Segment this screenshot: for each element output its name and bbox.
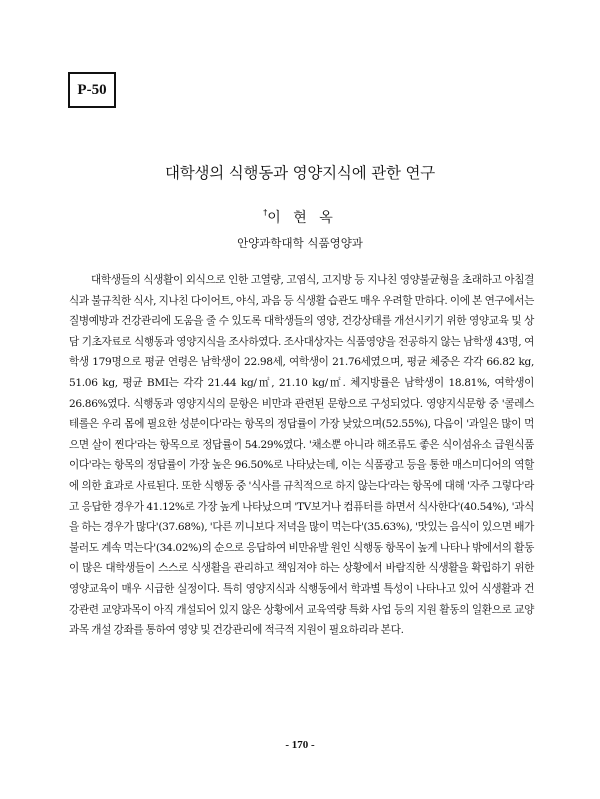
author-affiliation: 안양과학대학 식품영양과 xyxy=(237,236,363,250)
author-name: 이 현 옥 xyxy=(267,210,337,226)
corresponding-author-mark: † xyxy=(263,208,268,218)
paper-title: 대학생의 식행동과 영양지식에 관한 연구 xyxy=(164,164,436,182)
page-number: - 170 - xyxy=(285,739,315,751)
author-line xyxy=(0,207,600,227)
poster-number-badge: P-50 xyxy=(68,72,116,108)
abstract-body: 대학생들의 식생활이 외식으로 인한 고열량, 고염식, 고지방 등 지나친 영양불균형을 초래하고 아침결식과 불규칙한 식사, 지나친 다이어트, 야식, 과음 등 식생활 습관도 매우 우려할 만하다. 이에 본 연구에서는 질병예방과 건강관리에 도움을 줄 수 있도록 대학생들의 영양, 건강상태를 개선시키기 위한 영양교육 및 상담 기초자료로 식행동과 영양지식을 조사하였다. 조사대상자는 식품영양을 전공하지 않는 남학생 43명, 여학생 179명으로 평균 연령은 남학생이 22.98세, 여학생이 21.76세였으며, 평균 체중은 각각 66.82 kg, 51.06 kg, 평균 BMI는 각각 21.44 kg/㎡, 21.10 kg/㎡. 체지방률은 남학생이 18.81%, 여학생이 26.86%였다. 식행동과 영양지식의 문항은 비만과 관련된 문항으로 구성되었다. 영양지식문항 중 '콜레스테롤은 우리 몸에 필요한 성분이다'라는 항목의 정답률이 가장 낮았으며(52.55%), 다음이 '과일은 많이 먹으면 살이 찐다'라는 항목으로 정답률이 54.29%였다. '채소뿐 아니라 해조류도 좋은 식이섬유소 급원식품이다'라는 항목의 정답률이 가장 높은 96.50%로 나타났는데, 이는 식품광고 등을 통한 매스미디어의 역할에 의한 효과로 사료된다. 또한 식행동 중 '식사를 규칙적으로 하지 않는다'라는 항목에 대해 '자주 그렇다'라고 응답한 경우가 41.12%로 가장 높게 나타났으며 'TV보거나 컴퓨터를 하면서 식사한다'(40.54%), '과식을 하는 경우가 많다'(37.68%), '다른 끼니보다 저녁을 많이 먹는다'(35.63%), '맛있는 음식이 있으면 배가 불러도 계속 먹는다'(34.02%)의 순으로 응답하여 비만유발 원인 식행동 항목이 높게 나타나 밖에서의 활동이 많은 대학생들이 스스로 식생활을 관리하고 책임져야 하는 상황에서 바람직한 식생활을 확립하기 위한 영양교육이 매우 시급한 실정이다. 특히 영양지식과 식행동에서 학과별 특성이 나타나고 있어 식생활과 건강관련 교양과목이 아직 개설되어 있지 않은 상황에서 교육역량 특화 사업 등의 지원 활동의 일환으로 교양과목 개설 강좌를 통하여 영양 및 건강관리에 적극적 지원이 필요하리라 본다. xyxy=(69,274,534,637)
